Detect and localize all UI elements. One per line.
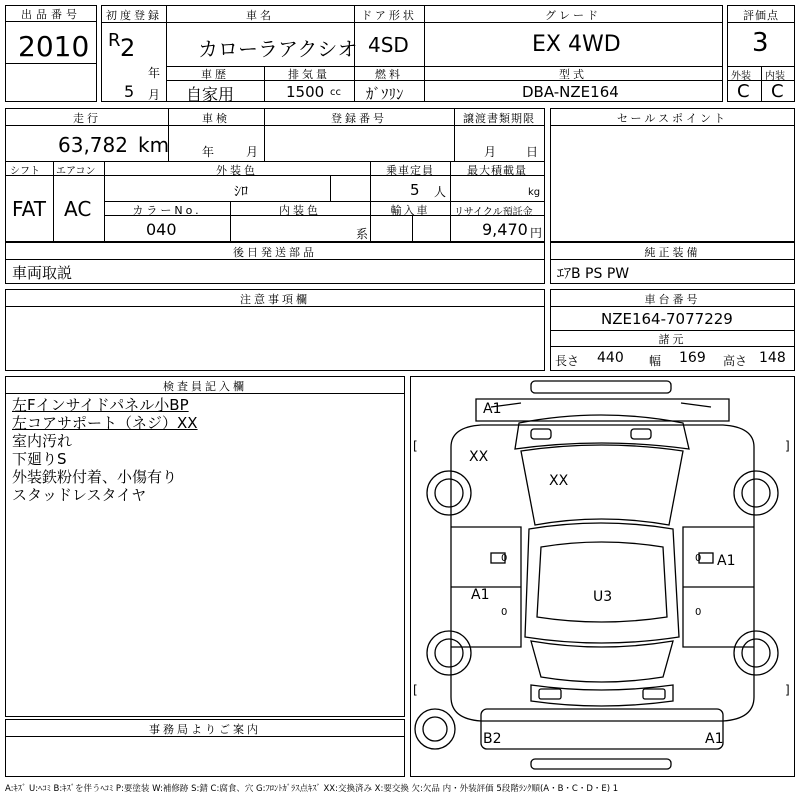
lot-number-label: 出品番号 bbox=[6, 6, 96, 22]
office-label: 事務局よりご案内 bbox=[149, 723, 261, 736]
history-label: 車歴 bbox=[201, 68, 229, 81]
ac: AC bbox=[64, 197, 92, 221]
import-label: 輸入車 bbox=[390, 204, 430, 217]
mark-rear-right: A1 bbox=[705, 731, 724, 747]
model-label: 型式 bbox=[559, 68, 587, 81]
spec-block bbox=[5, 108, 545, 242]
color-no: 040 bbox=[146, 220, 177, 239]
genuine-equipment-label: 純正装備 bbox=[644, 246, 701, 259]
bracket-left: [ bbox=[413, 683, 418, 697]
inspection-label: 車検 bbox=[202, 112, 230, 125]
displacement: 1500 bbox=[286, 83, 325, 101]
model: DBA-NZE164 bbox=[522, 83, 619, 101]
inspector-line: 下廻りS bbox=[12, 450, 67, 468]
exterior-color: ｼﾛ bbox=[234, 184, 248, 200]
score-label: 評価点 bbox=[743, 9, 779, 22]
ext-grade: C bbox=[737, 81, 750, 102]
int-label: 内装 bbox=[765, 71, 785, 82]
grade-label: グレード bbox=[545, 9, 601, 22]
later-parts-value: 車両取説 bbox=[12, 264, 73, 282]
bracket-right: ] bbox=[785, 439, 790, 453]
bracket-left: [ bbox=[413, 439, 418, 453]
shift: FAT bbox=[12, 197, 47, 221]
sales-point-label: セールスポイント bbox=[616, 112, 728, 125]
office-box bbox=[5, 719, 405, 777]
later-parts-label: 後日発送部品 bbox=[233, 246, 317, 259]
damage-diagram bbox=[410, 376, 795, 777]
inspector-line: 室内汚れ bbox=[12, 432, 73, 450]
car-name-label: 車名 bbox=[246, 9, 274, 22]
month-unit: 月 bbox=[148, 88, 161, 102]
era: R bbox=[108, 30, 121, 51]
interior-color-label: 内装色 bbox=[279, 204, 321, 217]
exterior-color-label: 外装色 bbox=[216, 164, 258, 177]
transfer-day: 日 bbox=[526, 145, 539, 159]
score: 3 bbox=[752, 28, 769, 58]
month: 5 bbox=[124, 82, 135, 101]
mark-roof: U3 bbox=[593, 589, 613, 605]
notice-box bbox=[5, 289, 545, 371]
inspector-line: 左コアサポート（ネジ）XX bbox=[12, 414, 198, 432]
mileage-unit: km bbox=[138, 133, 170, 157]
shift-label: シフト bbox=[10, 166, 40, 177]
capacity-unit: 人 bbox=[434, 185, 447, 199]
capacity: 5 bbox=[410, 181, 420, 199]
ac-label: エアコン bbox=[56, 166, 96, 177]
interior-unit: 系 bbox=[356, 227, 369, 241]
genuine-equipment-value: ｴｱB PS PW bbox=[557, 266, 630, 282]
lot-number: 2010 bbox=[18, 30, 90, 63]
grade: EX 4WD bbox=[532, 32, 621, 57]
color-no-label: カラーNo. bbox=[132, 204, 202, 217]
legend-text: A:ｷｽﾞ U:ﾍｺﾐ B:ｷｽﾞを伴うﾍｺﾐ P:要塗装 W:補修跡 S:錆 C:腐食、穴 G:ﾌﾛﾝﾄｶﾞﾗｽ点ｷｽﾞ XX:交換済み X:要交換 欠:欠品 内・外装評価 5段階ﾗﾝｸ順(A・B・C・D・E) 1 bbox=[5, 784, 619, 794]
car-outline-diagram bbox=[411, 377, 794, 776]
inspector-line: 左Fインサイドパネル小BP bbox=[12, 396, 189, 414]
length-label: 長さ bbox=[555, 354, 580, 368]
bracket-right: ] bbox=[785, 683, 790, 697]
fuel: ｶﾞｿﾘﾝ bbox=[366, 85, 404, 103]
side-mark-zero: 0 bbox=[695, 553, 702, 564]
ext-label: 外装 bbox=[731, 71, 751, 82]
int-grade: C bbox=[771, 81, 784, 102]
history: 自家用 bbox=[186, 85, 235, 104]
inspector-label: 検査員記入欄 bbox=[163, 380, 247, 393]
capacity-label: 乗車定員 bbox=[386, 164, 434, 177]
chassis-label: 車台番号 bbox=[644, 293, 701, 306]
inspector-notes bbox=[12, 396, 198, 504]
chassis-number: NZE164-7077229 bbox=[601, 310, 733, 328]
mark-left-door: A1 bbox=[471, 587, 490, 603]
mark-front-left: A1 bbox=[483, 401, 502, 417]
chassis-box bbox=[550, 289, 795, 371]
era-year: 2 bbox=[120, 34, 136, 62]
recycle: 9,470 bbox=[482, 220, 528, 239]
fuel-label: 燃料 bbox=[375, 68, 403, 81]
sales-point-box bbox=[550, 108, 795, 242]
door-type: 4SD bbox=[368, 33, 409, 57]
side-mark-zero: 0 bbox=[501, 607, 508, 618]
reg-no-label: 登録番号 bbox=[331, 112, 387, 125]
length: 440 bbox=[597, 350, 624, 366]
mileage-label: 走行 bbox=[73, 112, 101, 125]
inspector-line: スタッドレスタイヤ bbox=[12, 486, 147, 504]
width: 169 bbox=[679, 350, 706, 366]
recycle-label: リサイクル預託金 bbox=[454, 207, 533, 218]
vehicle-header bbox=[101, 5, 723, 102]
height-label: 高さ bbox=[723, 354, 748, 368]
door-label: ドア形状 bbox=[361, 9, 417, 22]
year-unit: 年 bbox=[148, 66, 161, 80]
inspector-line: 外装鉄粉付着、小傷有り bbox=[12, 468, 178, 486]
max-load-unit: kg bbox=[528, 187, 541, 198]
width-label: 幅 bbox=[649, 354, 662, 368]
notice-label: 注意事項欄 bbox=[240, 293, 310, 306]
inspection-month-unit: 月 bbox=[246, 145, 259, 159]
later-parts-box bbox=[5, 242, 545, 284]
mark-front-xx: XX bbox=[469, 449, 489, 465]
recycle-unit: 円 bbox=[530, 226, 543, 240]
displacement-unit: cc bbox=[330, 87, 341, 98]
max-load-label: 最大積載量 bbox=[467, 164, 527, 177]
genuine-equipment-box bbox=[550, 242, 795, 284]
mileage: 63,782 bbox=[58, 133, 128, 157]
inspection-year-unit: 年 bbox=[202, 145, 215, 159]
inspector-box bbox=[5, 376, 405, 717]
dims-label: 諸元 bbox=[658, 333, 687, 346]
transfer-label: 譲渡書類期限 bbox=[463, 112, 535, 125]
side-mark-zero: 0 bbox=[695, 607, 702, 618]
score-cell bbox=[727, 5, 795, 102]
mark-rear-left: B2 bbox=[483, 731, 502, 747]
lot-number-cell bbox=[5, 5, 97, 102]
car-name: カローラアクシオ bbox=[198, 37, 358, 61]
first-reg-label: 初度登録 bbox=[106, 9, 162, 22]
side-mark-zero: 0 bbox=[501, 553, 508, 564]
displacement-label: 排気量 bbox=[288, 68, 330, 81]
mark-hood-xx: XX bbox=[549, 473, 569, 489]
mark-right-door: A1 bbox=[717, 553, 736, 569]
height: 148 bbox=[759, 350, 786, 366]
transfer-month: 月 bbox=[484, 145, 497, 159]
